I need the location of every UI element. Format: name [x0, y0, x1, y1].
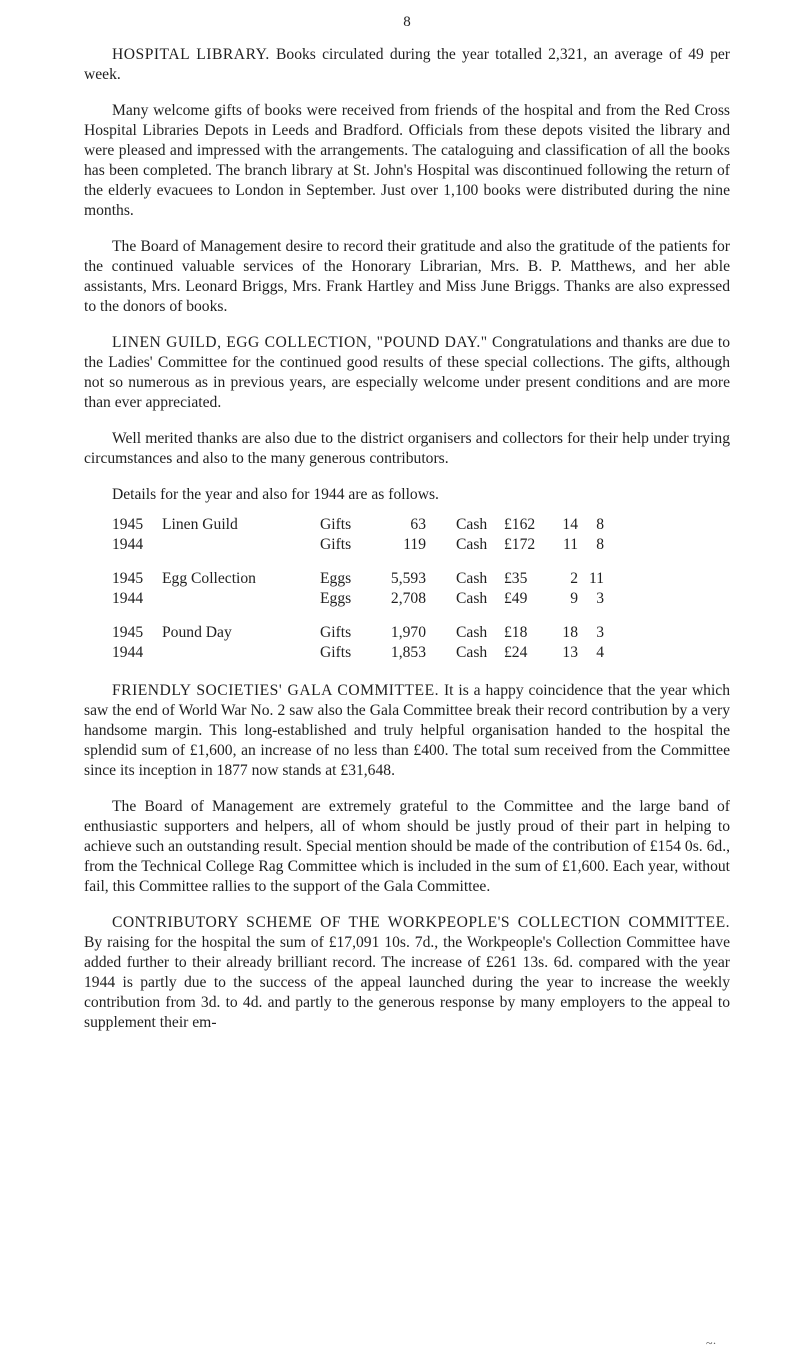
cash-shillings: 18: [562, 624, 578, 641]
friendly-heading: FRIENDLY SOCIETIES' GALA COMMITTEE.: [112, 682, 440, 699]
collection-count: 119: [403, 536, 426, 553]
linen-paragraph-1: [84, 333, 730, 413]
cash-pounds: £162: [504, 516, 536, 533]
table-row: [112, 623, 604, 643]
group-spacer: [112, 609, 604, 623]
collection-name: Pound Day: [162, 624, 232, 641]
cash-label: Cash: [456, 516, 488, 533]
cash-label: Cash: [456, 644, 488, 661]
collection-year: 1944: [112, 590, 144, 607]
collection-name: [162, 535, 320, 555]
library-text: Books circulated during the year totalled 2,321, an average of 49 per week.: [84, 46, 730, 83]
linen-text: Congratulations and thanks are due to the Ladies' Committee for the continued good results of these special collections. The gifts, although not so numerous as in previous years, are especially welcome under present conditions and are more than ever appreciated.: [84, 334, 730, 411]
collection-kind: Gifts: [320, 644, 352, 661]
collection-count: 2,708: [390, 590, 426, 607]
collection-count: 63: [410, 516, 426, 533]
cash-pence: 11: [588, 570, 604, 587]
cash-label: Cash: [456, 536, 488, 553]
cash-shillings: 11: [562, 536, 578, 553]
collection-name: [162, 589, 320, 609]
friendly-paragraph-1: [84, 681, 730, 781]
collections-table: [112, 515, 604, 663]
collection-kind: Eggs: [320, 590, 352, 607]
cash-label: Cash: [456, 570, 488, 587]
cash-pounds: £49: [504, 590, 528, 607]
cash-pence: 3: [596, 590, 604, 607]
cash-pence: 8: [596, 516, 604, 533]
cash-pounds: £35: [504, 570, 528, 587]
cash-pounds: £24: [504, 644, 528, 661]
collection-year: 1945: [112, 516, 144, 533]
cash-label: Cash: [456, 590, 488, 607]
cash-shillings: 2: [570, 570, 578, 587]
cash-shillings: 14: [562, 516, 578, 533]
contrib-paragraph-1: [84, 913, 730, 1033]
collection-name: Egg Collection: [162, 570, 256, 587]
cash-pence: 8: [596, 536, 604, 553]
library-paragraph-1: [84, 45, 730, 85]
details-line: Details for the year and also for 1944 are as follows.: [112, 486, 439, 503]
collection-year: 1945: [112, 570, 144, 587]
table-row: [112, 643, 604, 663]
contrib-text: By raising for the hospital the sum of £17,091 10s. 7d., the Workpeople's Collection Committee have added further to their already brilliant record. The increase of £261 13s. 6d. compared with the year 1944 is partly due to the success of the appeal launched during the year to increase the weekly contribution from 3d. to 4d. and partly to the generous response by many employers to the appeal to supplement their em-: [84, 934, 730, 1031]
library-heading: HOSPITAL LIBRARY.: [112, 46, 270, 63]
collection-kind: Gifts: [320, 624, 352, 641]
friendly-paragraph-2: The Board of Management are extremely grateful to the Committee and the large band of enthusiastic supporters and helpers, all of whom should be justly proud of their part in helping to achieve such an outstanding result. Special mention should be made of the contribution of £154 0s. 6d., from the Technical College Rag Committee which is included in the sum of £1,600. Each year, without fail, this Committee rallies to the support of the Gala Committee.: [84, 798, 730, 895]
table-row: [112, 589, 604, 609]
group-spacer: [112, 555, 604, 569]
ink-mark: ~·: [706, 1336, 717, 1350]
collection-kind: Eggs: [320, 570, 352, 587]
collection-name: [162, 643, 320, 663]
friendly-text: It is a happy coincidence that the year which saw the end of World War No. 2 saw also the Gala Committee break their record contribution by a very handsome margin. This long-established and truly helpful organisation handed to the hospital the splendid sum of £1,600, an increase of no less than £400. The total sum received from the Committee since its inception in 1877 now stands at £31,648.: [84, 682, 731, 779]
cash-pounds: £18: [504, 624, 528, 641]
collection-kind: Gifts: [320, 536, 352, 553]
library-paragraph-2: Many welcome gifts of books were received from friends of the hospital and from the Red Cross Hospital Libraries Depots in Leeds and Bradford. Officials from these depots visited the library and were pleased and impressed with the arrangements. The cataloguing and classification of all the books has been completed. The branch library at St. John's Hospital was discontinued following the return of the elderly evacuees to London in September. Just over 1,100 books were distributed during the nine months.: [84, 102, 730, 219]
linen-paragraph-2: Well merited thanks are also due to the district organisers and collectors for their help under trying circumstances and also to the many generous contributors.: [84, 430, 730, 467]
cash-shillings: 9: [570, 590, 578, 607]
collection-year: 1945: [112, 624, 144, 641]
collection-count: 1,970: [390, 624, 426, 641]
table-row: [112, 569, 604, 589]
cash-shillings: 13: [562, 644, 578, 661]
library-paragraph-3: The Board of Management desire to record their gratitude and also the gratitude of the patients for the continued valuable services of the Honorary Librarian, Mrs. B. P. Matthews, and her able assistants, Mrs. Leonard Briggs, Mrs. Frank Hartley and Miss June Briggs. Thanks are also expressed to the donors of books.: [84, 238, 730, 315]
page-number: 8: [403, 14, 411, 30]
cash-pence: 4: [596, 644, 604, 661]
cash-pence: 3: [596, 624, 604, 641]
collection-name: Linen Guild: [162, 516, 238, 533]
cash-pounds: £172: [504, 536, 536, 553]
cash-label: Cash: [456, 624, 488, 641]
linen-heading: LINEN GUILD, EGG COLLECTION, "POUND DAY.": [112, 334, 488, 351]
contrib-heading: CONTRIBUTORY SCHEME OF THE WORKPEOPLE'S COLLECTION COMMITTEE.: [112, 914, 730, 931]
table-row: [112, 515, 604, 535]
collection-count: 1,853: [390, 644, 426, 661]
table-row: [112, 535, 604, 555]
collection-count: 5,593: [390, 570, 426, 587]
collection-year: 1944: [112, 536, 144, 553]
collection-kind: Gifts: [320, 516, 352, 533]
collection-year: 1944: [112, 644, 144, 661]
